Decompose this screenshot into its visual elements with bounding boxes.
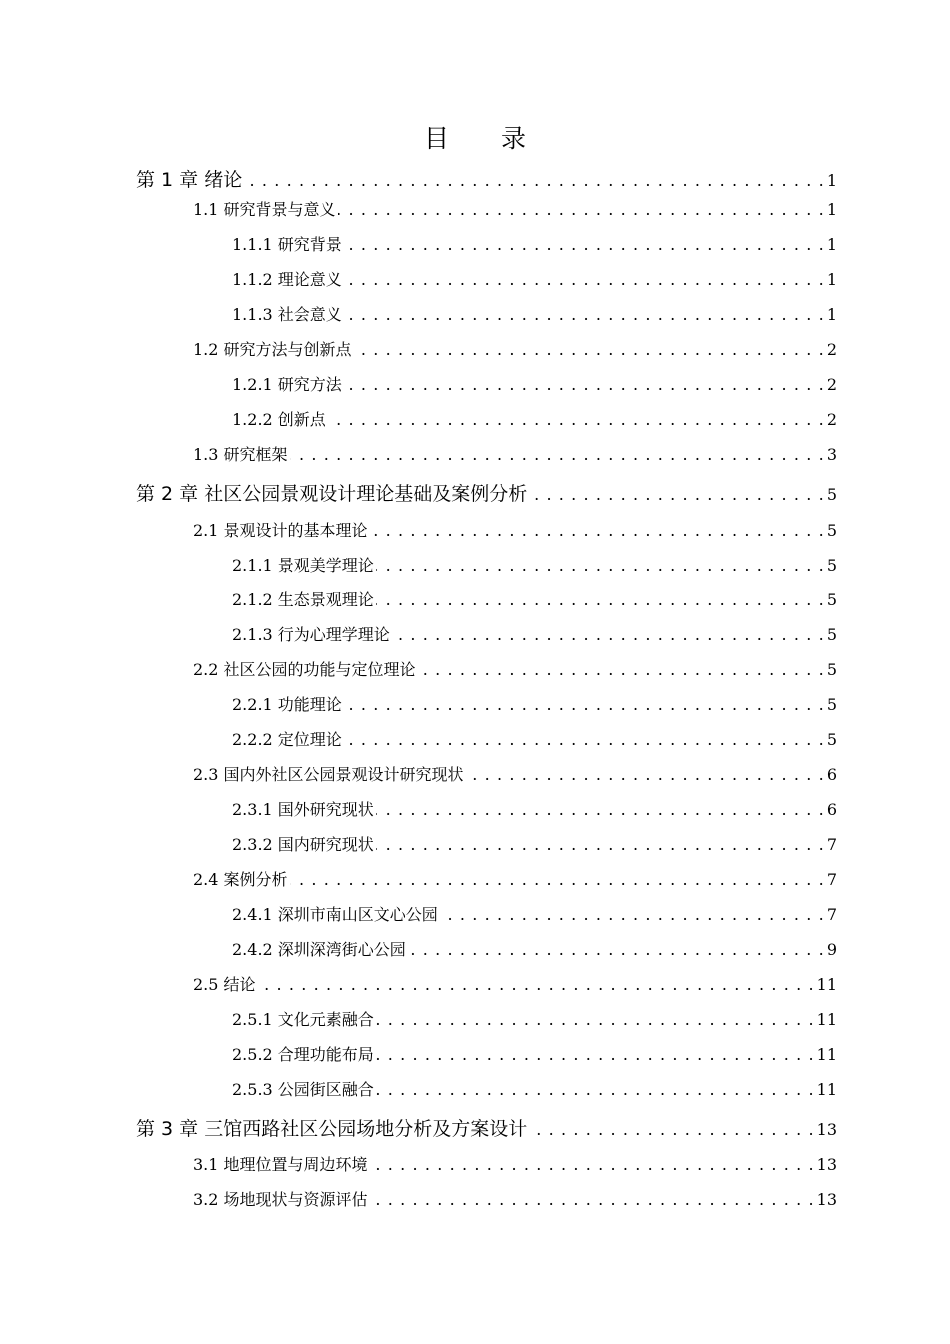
toc-entry-label: 1.2 研究方法与创新点 [193,340,352,359]
toc-page-number: 2 [826,375,837,394]
toc-dot-leader [440,902,825,928]
toc-entry-label: 2.5 结论 [193,975,256,994]
toc-chapter-entry[interactable] [136,1115,837,1143]
toc-page-number: 13 [816,1190,837,1209]
toc-dot-leader [344,727,825,753]
toc-chapter-entry[interactable] [136,166,837,194]
toc-page-number: 6 [826,800,837,819]
toc-page-number: 1 [826,270,837,289]
toc-dot-leader [408,937,825,963]
toc-entry-label: 1.3 研究框架 [193,445,288,464]
toc-dot-leader [376,832,825,858]
toc-entry-label: 2.4.2 深圳深湾街心公园 [232,940,406,959]
toc-subsection-entry[interactable] [232,727,837,753]
toc-dot-leader [354,337,825,363]
toc-dot-leader [376,553,825,579]
toc-entry-label: 1.2.1 研究方法 [232,375,342,394]
toc-entry-label: 2.2.1 功能理论 [232,695,342,714]
toc-subsection-entry[interactable] [232,902,837,928]
toc-entry-label: 2.1 景观设计的基本理论 [193,521,368,540]
toc-page-number: 2 [826,410,837,429]
toc-page-number: 5 [826,590,837,609]
toc-section-entry[interactable] [193,337,837,363]
toc-dot-leader [290,442,825,468]
toc-page-number: 3 [826,445,837,464]
toc-dot-leader [258,972,815,998]
toc-subsection-entry[interactable] [232,232,837,258]
toc-section-entry[interactable] [193,972,837,998]
toc-page-number: 5 [826,695,837,714]
toc-entry-label: 1.1 研究背景与意义 [193,200,336,219]
toc-subsection-entry[interactable] [232,1042,837,1068]
toc-page-number: 7 [826,835,837,854]
toc-dot-leader [418,657,825,683]
toc-subsection-entry[interactable] [232,1007,837,1033]
toc-section-entry[interactable] [193,867,837,893]
toc-dot-leader [466,762,825,788]
toc-title: 目 录 [424,124,548,153]
toc-page-number: 1 [826,171,837,190]
toc-entry-label: 3.2 场地现状与资源评估 [193,1190,368,1209]
toc-entry-label: 1.1.2 理论意义 [232,270,342,289]
toc-section-entry[interactable] [193,518,837,544]
toc-section-entry[interactable] [193,657,837,683]
toc-page-number: 1 [826,305,837,324]
toc-section-entry[interactable] [193,197,837,223]
toc-page-number: 1 [826,235,837,254]
toc-entry-label: 2.1.1 景观美学理论 [232,556,374,575]
toc-section-entry[interactable] [193,442,837,468]
toc-dot-leader [344,232,825,258]
toc-subsection-entry[interactable] [232,553,837,579]
toc-dot-leader [392,622,825,648]
toc-entry-label: 第 3 章 三馆西路社区公园场地分析及方案设计 [136,1118,528,1140]
toc-page-number: 13 [816,1155,837,1174]
toc-subsection-entry[interactable] [232,1077,837,1103]
toc-entry-label: 3.1 地理位置与周边环境 [193,1155,368,1174]
toc-dot-leader [376,1077,815,1103]
toc-subsection-entry[interactable] [232,832,837,858]
toc-page-number: 2 [826,340,837,359]
toc-page-number: 5 [826,521,837,540]
toc-subsection-entry[interactable] [232,587,837,613]
toc-dot-leader [244,167,825,195]
toc-dot-leader [376,1042,815,1068]
toc-dot-leader [370,1187,815,1213]
toc-subsection-entry[interactable] [232,692,837,718]
toc-subsection-entry[interactable] [232,622,837,648]
toc-page-number: 11 [816,1010,837,1029]
toc-entry-label: 2.2.2 定位理论 [232,730,342,749]
toc-entry-label: 2.5.2 合理功能布局 [232,1045,374,1064]
toc-entry-label: 2.5.3 公园街区融合 [232,1080,374,1099]
toc-subsection-entry[interactable] [232,372,837,398]
toc-entry-label: 2.4 案例分析 [193,870,288,889]
toc-page-number: 11 [816,1080,837,1099]
toc-dot-leader [376,587,825,613]
toc-entry-label: 2.3.1 国外研究现状 [232,800,374,819]
toc-subsection-entry[interactable] [232,937,837,963]
toc-dot-leader [370,518,825,544]
toc-dot-leader [529,1116,814,1144]
toc-entry-label: 1.1.3 社会意义 [232,305,342,324]
toc-entry-label: 2.1.3 行为心理学理论 [232,625,390,644]
toc-dot-leader [344,302,825,328]
toc-dot-leader [344,372,825,398]
toc-entry-label: 1.1.1 研究背景 [232,235,342,254]
toc-entry-label: 2.3 国内外社区公园景观设计研究现状 [193,765,464,784]
toc-dot-leader [344,692,825,718]
toc-page-number: 7 [826,905,837,924]
toc-entry-label: 2.4.1 深圳市南山区文心公园 [232,905,438,924]
toc-dot-leader [290,867,825,893]
toc-entry-label: 2.1.2 生态景观理论 [232,590,374,609]
toc-dot-leader [328,407,825,433]
toc-section-entry[interactable] [193,762,837,788]
toc-dot-leader [344,267,825,293]
toc-page-number: 11 [816,1045,837,1064]
toc-subsection-entry[interactable] [232,302,837,328]
toc-page-number: 13 [816,1120,837,1139]
toc-entry-label: 第 2 章 社区公园景观设计理论基础及案例分析 [136,483,528,505]
toc-entry-label: 2.2 社区公园的功能与定位理论 [193,660,416,679]
toc-page-number: 5 [826,660,837,679]
toc-page-number: 5 [826,485,837,504]
toc-page-number: 5 [826,625,837,644]
toc-subsection-entry[interactable] [232,267,837,293]
toc-entry-label: 第 1 章 绪论 [136,169,243,191]
toc-subsection-entry[interactable] [232,797,837,823]
toc-dot-leader [529,481,825,509]
toc-entry-label: 2.5.1 文化元素融合 [232,1010,374,1029]
toc-dot-leader [370,1152,815,1178]
toc-subsection-entry[interactable] [232,407,837,433]
toc-page-number: 11 [816,975,837,994]
toc-section-entry[interactable] [193,1187,837,1213]
toc-page-number: 7 [826,870,837,889]
toc-page-number: 6 [826,765,837,784]
toc-page-number: 1 [826,200,837,219]
toc-dot-leader [338,197,825,223]
toc-chapter-entry[interactable] [136,480,837,508]
toc-page-number: 5 [826,730,837,749]
toc-dot-leader [376,797,825,823]
toc-page-number: 9 [826,940,837,959]
toc-entry-label: 1.2.2 创新点 [232,410,326,429]
toc-dot-leader [376,1007,815,1033]
toc-entry-label: 2.3.2 国内研究现状 [232,835,374,854]
toc-page-number: 5 [826,556,837,575]
toc-section-entry[interactable] [193,1152,837,1178]
